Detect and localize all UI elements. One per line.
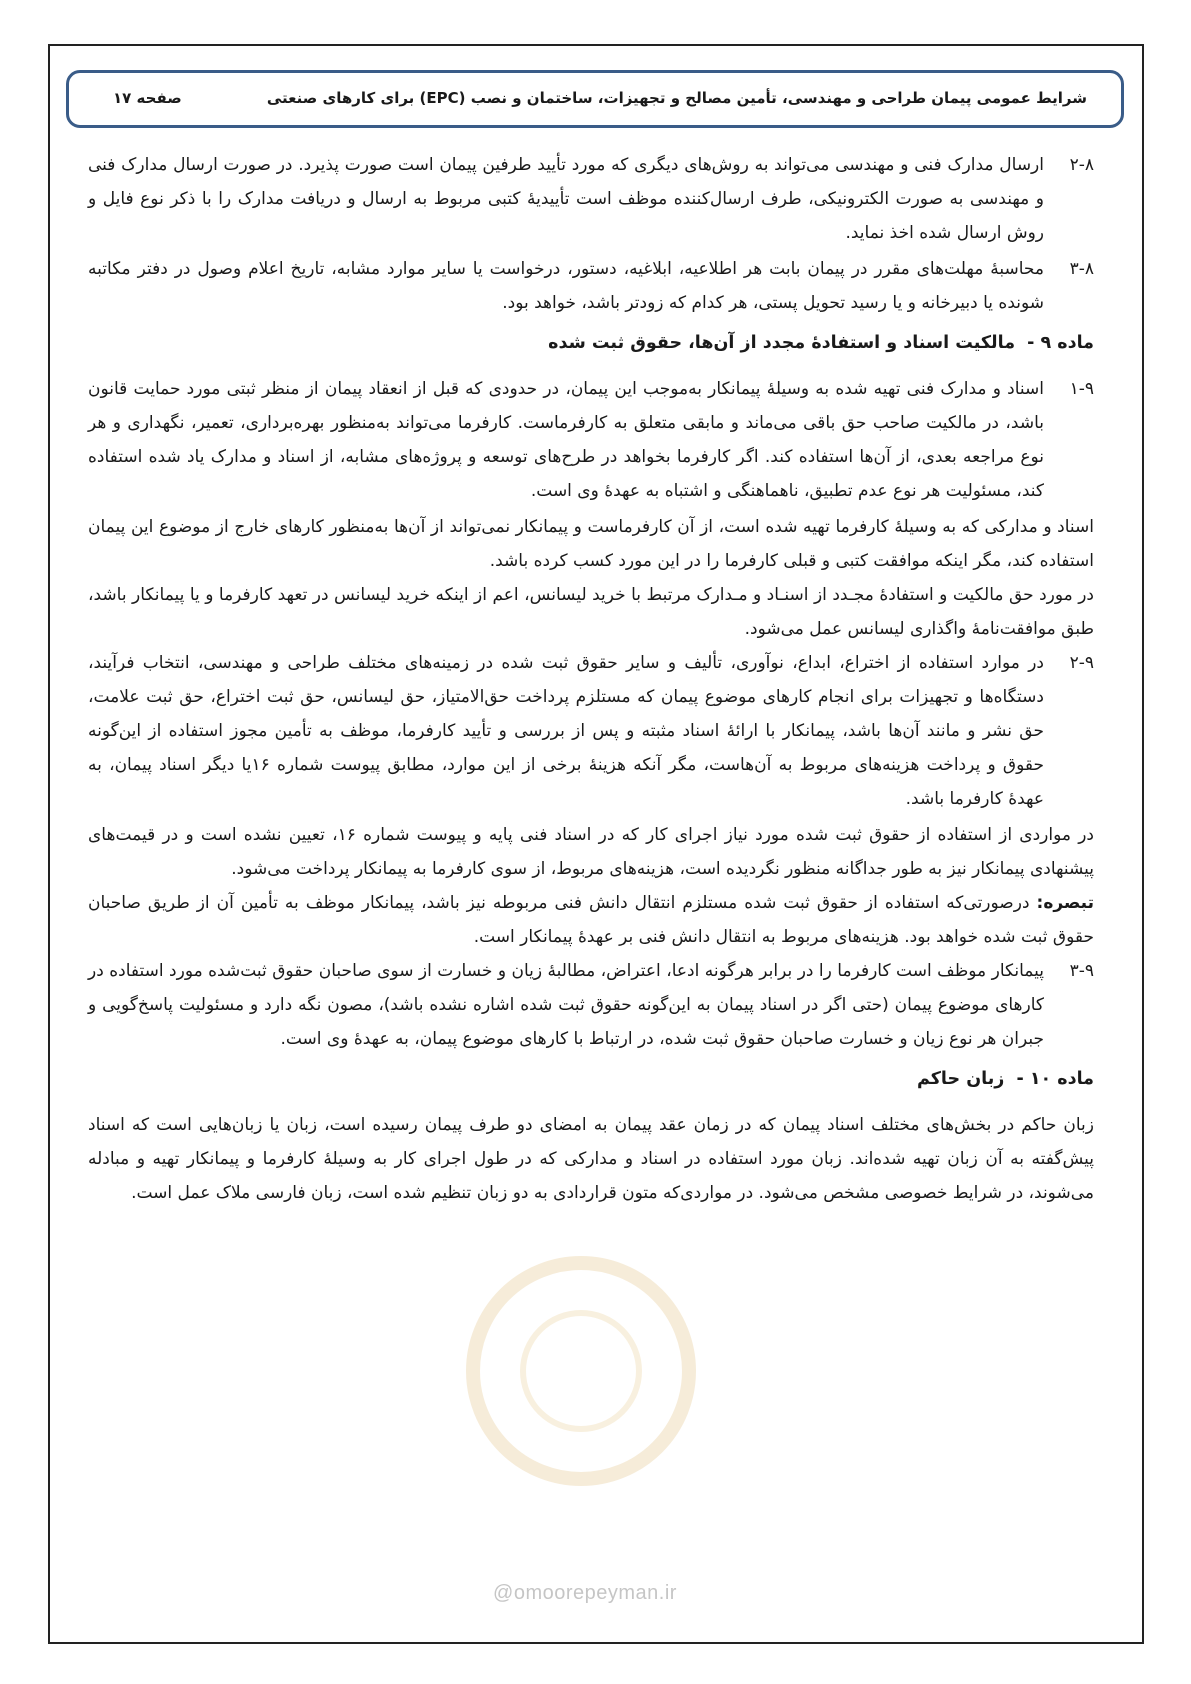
clause-number: ۲-۹ bbox=[1069, 653, 1094, 673]
clause-text: اسناد و مدارک فنی تهیه شده به وسیلۀ پیمانکار به‌موجب این پیمان، در حدودی که قبل از انعقاد پیمان از منظر ثبتی مورد حمایت قانون باشد، در مالکیت صاحب حق باقی می‌ماند و مابقی متعلق به کارفرماست. کارفرما می‌تواند به‌منظور بهره‌برداری، تعمیر، نگهداری و هر نوع مراجعه بعدی، از آن‌ها استفاده کند. اگر کارفرما بخواهد در طرح‌های توسعه و پروژه‌های مشابه، از اسناد و مدارک یاد شده استفاده کند، مسئولیت هر نوع عدم تطبیق، ناهماهنگی و اشتباه به عهدۀ وی است. bbox=[88, 379, 1044, 501]
watermark-url: @omoorepeyman.ir bbox=[493, 1582, 677, 1604]
document-body bbox=[88, 148, 1094, 1210]
governing-language-text: زبان حاکم در بخش‌های مختلف اسناد پیمان که در زمان عقد پیمان به امضای دو طرف پیمان رسیده است، زبان یا زبان‌هایی است که اسناد پیش‌گفته به آن زبان تهیه شده‌اند. زبان مورد استفاده در اسناد و مدارکی که در طول اجرای کار به وسیلۀ کارفرما و پیمانکار تهیه و مبادله می‌شوند، در شرایط خصوصی مشخص می‌شود. در مواردی‌که متون قراردادی به دو زبان تنظیم شده است، زبان فارسی ملاک عمل است. bbox=[88, 1115, 1094, 1203]
clause-9-3 bbox=[88, 954, 1094, 1056]
note-text: درصورتی‌که استفاده از حقوق ثبت شده مستلزم انتقال دانش فنی مربوطه نیز باشد، پیمانکار موظف به تأمین آن از طریق صاحبان حقوق ثبت شده خواهد بود. هزینه‌های مربوط به انتقال دانش فنی بر عهدۀ پیمانکار است. bbox=[88, 893, 1094, 947]
note-label: تبصره: bbox=[1036, 893, 1094, 913]
clause-number: ۳-۹ bbox=[1069, 961, 1094, 981]
article-title: مالکیت اسناد و استفادۀ مجدد از آن‌ها، حقوق ثبت شده bbox=[548, 333, 1016, 353]
paragraph: در مواردی از استفاده از حقوق ثبت شده مورد نیاز اجرای کار که در اسناد فنی پایه و پیوست شماره ۱۶، تعیین نشده است و در قیمت‌های پیشنهادی پیمانکار نیز به طور جداگانه منظور نگردیده است، هزینه‌های مربوط، از سوی کارفرما به پیمانکار پرداخت می‌شود. bbox=[88, 825, 1094, 879]
article-10-heading bbox=[88, 1062, 1094, 1096]
article-9-heading bbox=[88, 326, 1094, 360]
clause-text: پیمانکار موظف است کارفرما را در برابر هرگونه ادعا، اعتراض، مطالبۀ زیان و خسارت از سوی صاحبان حقوق ثبت‌شده مورد استفاده در کارهای موضوع پیمان (حتی اگر در اسناد پیمان به این‌گونه حقوق ثبت شده اشاره نشده باشد)، مصون نگه دارد و مسئولیت پاسخ‌گویی و جبران هر نوع زیان و خسارت صاحبان حقوق ثبت شده، در ارتباط با کارهای موضوع پیمان، به عهدۀ وی است. bbox=[88, 961, 1044, 1049]
clause-text: ارسال مدارک فنی و مهندسی می‌تواند به روش‌های دیگری که مورد تأیید طرفین پیمان است صورت پذیرد. در صورت ارسال مدارک فنی و مهندسی به صورت الکترونیکی، طرف ارسال‌کننده موظف است تأییدیۀ کتبی مربوط به ارسال و دریافت مدارک را با ذکر نوع فایل و روش ارسال شده اخذ نماید. bbox=[88, 155, 1044, 243]
document-title: شرایط عمومی پیمان طراحی و مهندسی، تأمین مصالح و تجهیزات، ساختمان و نصب (EPC) برای کارهای صنعتی bbox=[266, 89, 1087, 107]
note bbox=[88, 886, 1094, 954]
clause-8-2 bbox=[88, 148, 1094, 250]
article-label: ماده ۱۰ - bbox=[1016, 1069, 1094, 1089]
page-header bbox=[66, 70, 1124, 128]
clause-8-3 bbox=[88, 252, 1094, 320]
clause-number: ۲-۸ bbox=[1069, 155, 1094, 175]
paragraph: در مورد حق مالکیت و استفادۀ مجـدد از اسنـاد و مـدارک مرتبط با خرید لیسانس، اعم از اینکه خرید لیسانس در تعهد کارفرما و یا پیمانکار باشد، طبق موافقت‌نامۀ واگذاری لیسانس عمل می‌شود. bbox=[88, 585, 1094, 639]
clause-number: ۳-۸ bbox=[1069, 259, 1094, 279]
page-number: صفحه ۱۷ bbox=[113, 89, 182, 107]
paragraph: اسناد و مدارکی که به وسیلۀ کارفرما تهیه شده است، از آن کارفرماست و پیمانکار نمی‌تواند از آن‌ها به‌منظور کارهای خارج از موضوع این پیمان استفاده کند، مگر اینکه موافقت کتبی و قبلی کارفرما را در این مورد کسب کرده باشد. bbox=[88, 517, 1094, 571]
article-title: زبان حاکم bbox=[917, 1069, 1005, 1089]
clause-text: محاسبۀ مهلت‌های مقرر در پیمان بابت هر اطلاعیه، ابلاغیه، دستور، درخواست یا سایر موارد مشابه، تاریخ اعلام وصول در دفتر مکاتبه شونده یا دبیرخانه و یا رسید تحویل پستی، هر کدام که زودتر باشد، خواهد بود. bbox=[88, 259, 1044, 313]
clause-9-2 bbox=[88, 646, 1094, 816]
clause-9-1 bbox=[88, 372, 1094, 508]
clause-number: ۱-۹ bbox=[1069, 379, 1094, 399]
article-label: ماده ۹ - bbox=[1027, 333, 1094, 353]
clause-text: در موارد استفاده از اختراع، ابداع، نوآوری، تألیف و سایر حقوق ثبت شده در زمینه‌های مختلف طراحی و مهندسی، انتخاب فرآیند، دستگاه‌ها و تجهیزات برای انجام کارهای موضوع پیمان که مستلزم پرداخت حق‌الامتیاز، حق لیسانس، حق ثبت اختراع، حق ثبت علامت، حق نشر و مانند آن‌ها باشد، پیمانکار با ارائۀ اسناد مثبته و پس از بررسی و تأیید کارفرما، موظف به تأمین مجوز استفاده از این‌گونه حقوق و پرداخت هزینه‌های مربوط به آن‌هاست، مگر آنکه هزینۀ برخی از این موارد، مطابق پیوست شماره ۱۶یا دیگر اسناد پیمان، به عهدۀ کارفرما باشد. bbox=[88, 653, 1044, 809]
